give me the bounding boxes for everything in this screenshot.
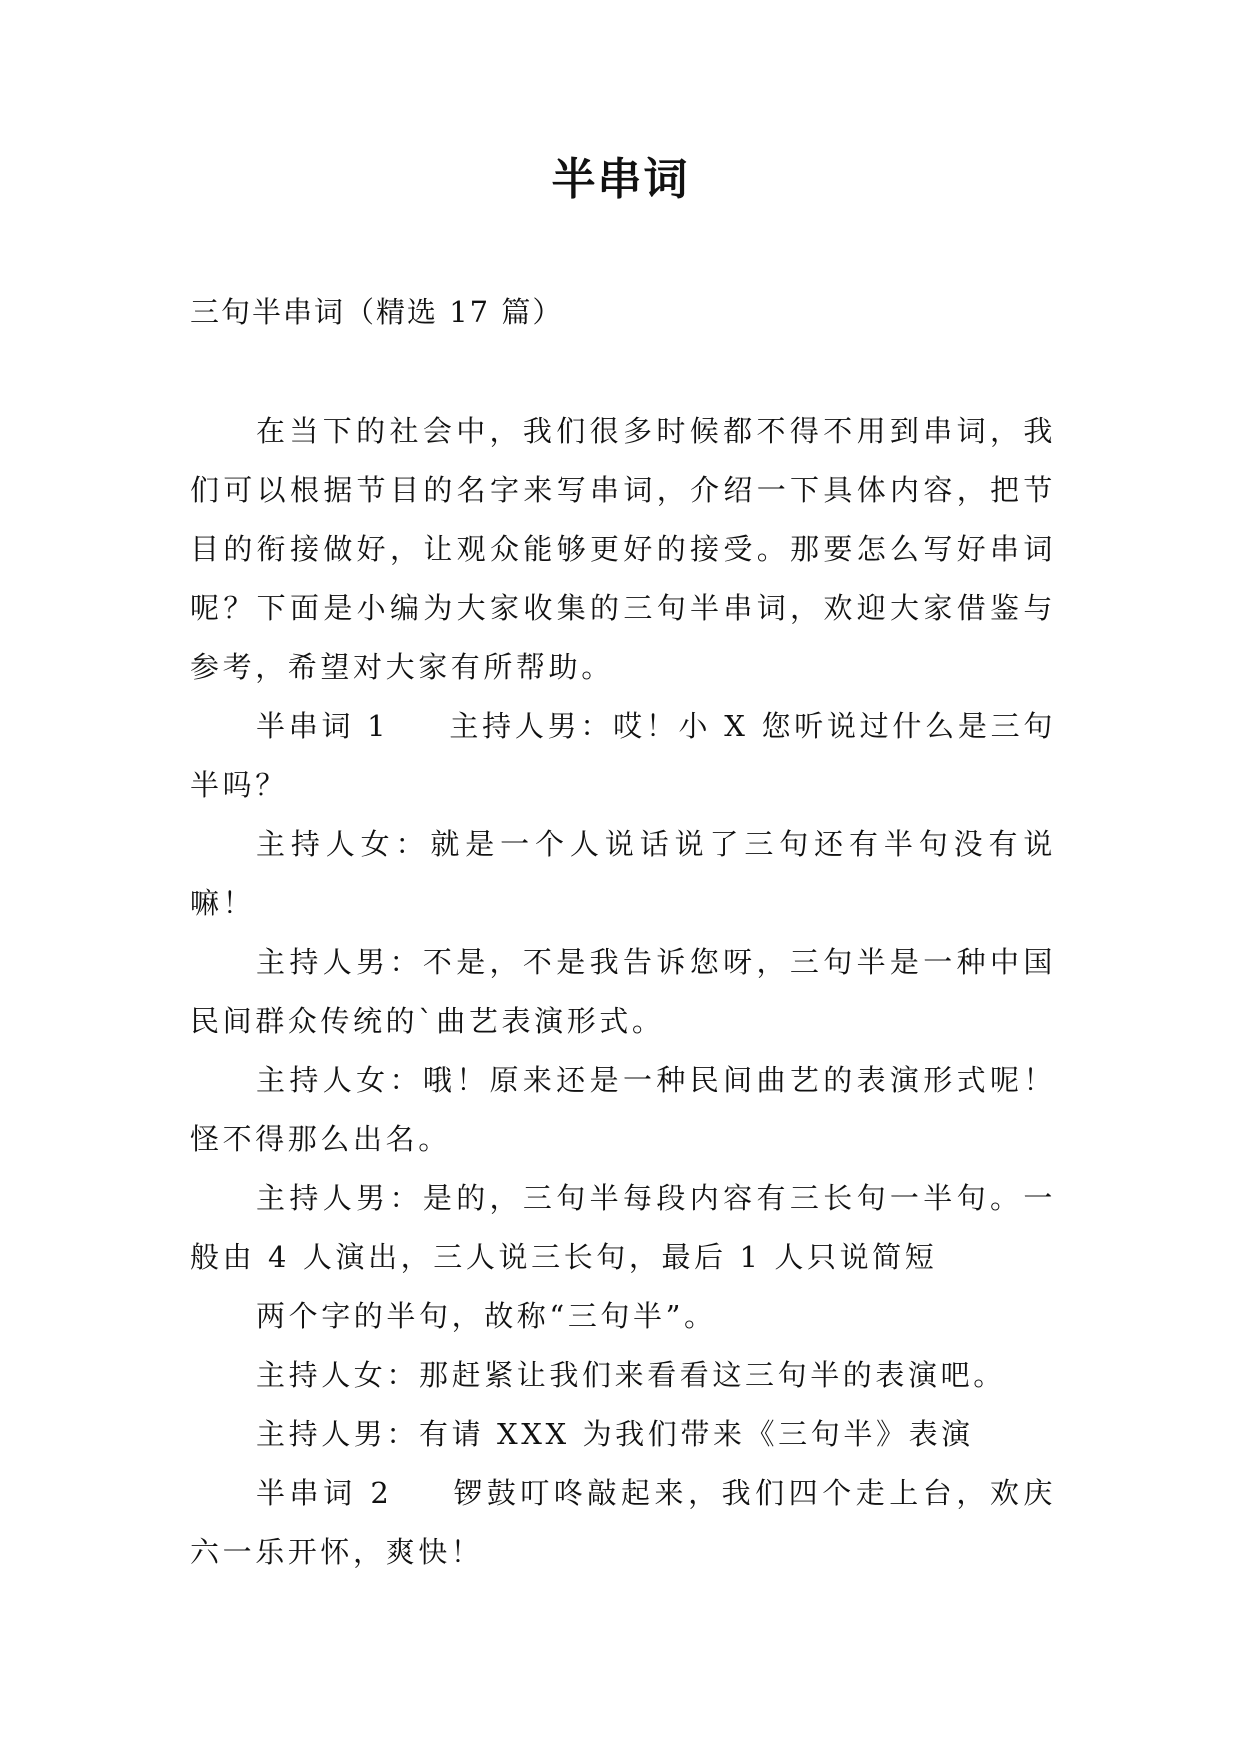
dialogue-line: 主持人女：哦！原来还是一种民间曲艺的表演形式呢！怪不得那么出名。 — [190, 1063, 1056, 1156]
section-1-first-line: 主持人男：哎！小 X 您听说过什么是三句半吗？ — [190, 709, 1056, 802]
dialogue-line: 主持人男：有请 XXX 为我们带来《三句半》表演 — [256, 1417, 974, 1451]
section-1-heading: 半串词 1 — [256, 709, 390, 743]
document-body — [190, 402, 1056, 1582]
section-1-opening — [190, 697, 1056, 815]
dialogue-line: 主持人男：不是，不是我告诉您呀，三句半是一种中国民间群众传统的`曲艺表演形式。 — [190, 945, 1056, 1038]
dialogue-line: 主持人男：是的，三句半每段内容有三长句一半句。一般由 4 人演出，三人说三长句，最后 1 人只说简短 — [190, 1181, 1056, 1274]
section-2-first-line: 锣鼓叮咚敲起来，我们四个走上台，欢庆六一乐开怀，爽快！ — [190, 1476, 1056, 1569]
document-title: 半串词 — [551, 154, 690, 205]
dialogue-line: 两个字的半句，故称“三句半”。 — [256, 1299, 717, 1333]
section-2-heading: 半串词 2 — [256, 1476, 393, 1510]
section-2-opening — [190, 1464, 1056, 1582]
dialogue-line: 主持人女：那赶紧让我们来看看这三句半的表演吧。 — [256, 1358, 1006, 1392]
document-subtitle: 三句半串词（精选 17 篇） — [190, 295, 564, 329]
intro-paragraph: 在当下的社会中，我们很多时候都不得不用到串词，我们可以根据节目的名字来写串词，介绍一下具体内容，把节目的衔接做好，让观众能够更好的接受。那要怎么写好串词呢？下面是小编为大家收集的三句半串词，欢迎大家借鉴与参考，希望对大家有所帮助。 — [190, 414, 1056, 684]
dialogue-line: 主持人女：就是一个人说话说了三句还有半句没有说嘛！ — [190, 827, 1056, 920]
